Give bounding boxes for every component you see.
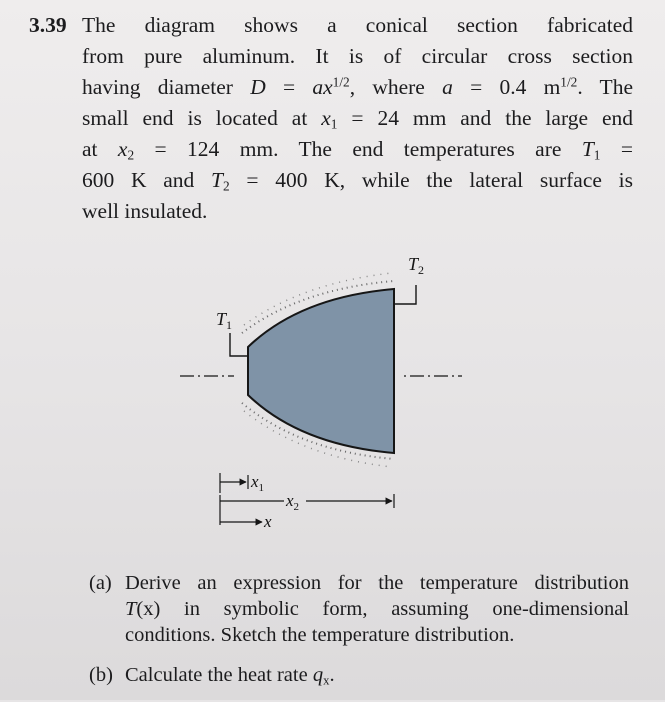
part-a-line-1: Derive an expression for the temperature distribution — [125, 572, 629, 594]
part-a-label: (a) — [89, 572, 112, 594]
part-b-line-1: Calculate the heat rate $q_x$. — [125, 664, 335, 688]
x1-label: $x_1$ — [251, 472, 265, 494]
conical-section-diagram — [180, 245, 480, 545]
problem-line-6: 600 K and $T_2 = 400$ K, while the lateral surface is — [82, 168, 633, 194]
x2-label: $x_2$ — [286, 491, 300, 513]
problem-line-5: at $x_2 = 124$ mm. The end temperatures are $T_1$ = — [82, 137, 633, 163]
t2-label: $T_2$ — [408, 254, 425, 277]
problem-line-1: 3.39 The diagram shows a conical section fabricated — [29, 10, 633, 41]
t2-leader — [394, 285, 416, 304]
part-a — [89, 570, 629, 648]
part-b-label: (b) — [89, 664, 113, 686]
problem-line-4: small end is located at $x_1 = 24$ mm and the large end — [82, 106, 633, 132]
problem-number: 3.39 — [29, 13, 67, 37]
problem-line-3: having diameter $D = ax^{1/2}$, where a = 0.4 $m^{1/2}$. The — [82, 74, 633, 99]
x-axis-label: x — [264, 512, 272, 531]
part-a-line-3: conditions. Sketch the temperature distribution. — [125, 624, 515, 646]
problem-parts — [89, 570, 629, 702]
t1-leader — [230, 333, 248, 356]
part-a-line-2: T(x) in symbolic form, assuming one-dimensional — [125, 598, 629, 620]
problem-line-7: well insulated. — [82, 199, 208, 223]
part-b — [89, 662, 629, 688]
problem-line-2: from pure aluminum. It is of circular cross section — [82, 44, 633, 68]
t1-label: $T_1$ — [216, 309, 233, 332]
problem-statement — [29, 10, 633, 227]
conical-section-body — [248, 289, 394, 453]
